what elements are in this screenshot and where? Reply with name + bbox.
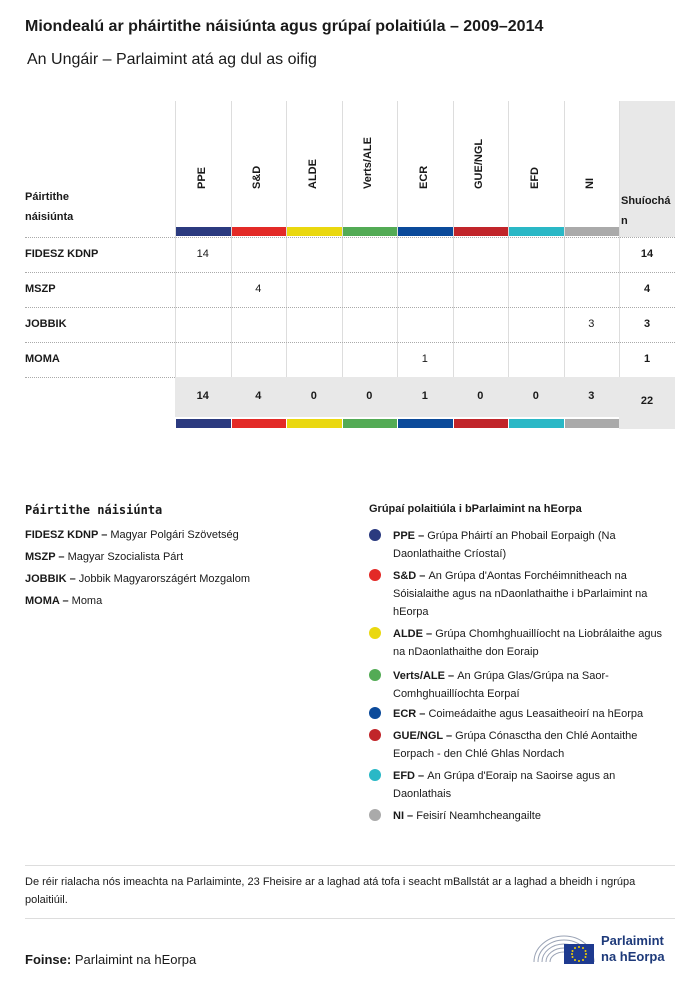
group-legend-title: Grúpaí polaitiúla i bParlaimint na hEorpa <box>369 503 582 515</box>
column-divider <box>619 101 620 377</box>
group-legend-text <box>393 667 673 703</box>
group-full-name: Grúpa Chomhghuaillíocht na Liobrálaithe agus na nDaonlathaithe don Eoraip <box>393 628 663 658</box>
column-header-text: GUE/NGL <box>473 138 486 189</box>
row-separator <box>25 237 675 238</box>
column-header-label <box>251 109 265 189</box>
seat-count: 3 <box>588 318 595 330</box>
party-full-name: Moma <box>71 595 103 607</box>
party-full-name: Jobbik Magyarországért Mozgalom <box>78 573 250 585</box>
column-header-label <box>529 109 543 189</box>
source-label: Foinse: <box>25 952 72 967</box>
group-abbr: GUE/NGL – <box>393 730 456 742</box>
column-header <box>231 101 287 227</box>
group-full-name: Coimeádaithe agus Leasaitheoirí na hEorpa <box>428 708 644 720</box>
group-full-name: An Grúpa Glas/Grúpa na Saor-Comhghuaillíochta Eorpaí <box>393 670 609 700</box>
group-color-dot <box>369 707 381 719</box>
column-header-text: S&D <box>251 165 264 189</box>
party-abbr: MSZP – <box>25 551 68 563</box>
column-header-label <box>584 109 598 189</box>
group-legend-text <box>393 767 673 803</box>
group-color-bar <box>398 227 453 236</box>
group-abbr: ALDE – <box>393 628 436 640</box>
grand-total: 22 <box>640 395 654 407</box>
group-legend-text <box>393 807 673 825</box>
column-total: 0 <box>310 390 317 402</box>
group-color-bar <box>454 227 509 236</box>
group-color-bar <box>565 227 620 236</box>
column-header-label <box>362 109 376 189</box>
group-color-bar <box>287 227 342 236</box>
group-full-name: An Grúpa d'Aontas Forchéimnitheach na Sóisialaithe agus na nDaonlathaithe i bParlaimint na hEorpa <box>393 570 648 618</box>
row-total: 4 <box>643 283 651 295</box>
group-color-dot <box>369 809 381 821</box>
page-title: Miondealú ar pháirtithe náisiúnta agus grúpaí polaitiúla – 2009–2014 <box>25 18 544 35</box>
group-color-bar <box>232 227 287 236</box>
hemicycle-icon <box>530 928 600 968</box>
group-legend-text <box>393 567 673 621</box>
column-header-label <box>307 109 321 189</box>
column-header-label <box>418 109 432 189</box>
row-party-name: JOBBIK <box>25 318 67 330</box>
column-header-label <box>473 109 487 189</box>
party-legend-item <box>25 595 102 607</box>
column-header <box>175 101 231 227</box>
logo-wordmark: Parlaimint na hEorpa <box>601 933 665 964</box>
page-subtitle: An Ungáir – Parlaimint atá ag dul as oifig <box>27 51 317 68</box>
row-party-name: MOMA <box>25 353 60 365</box>
group-full-name: Grúpa Cónasctha den Chlé Aontaithe Eorpach - den Chlé Ghlas Nordach <box>393 730 638 760</box>
group-full-name: Feisirí Neamhcheangailte <box>416 810 541 822</box>
row-separator <box>25 342 675 343</box>
column-total: 0 <box>477 390 484 402</box>
column-header <box>342 101 398 227</box>
column-total: 14 <box>196 390 209 402</box>
group-color-bar <box>287 419 342 428</box>
group-color-bar <box>454 419 509 428</box>
seat-table <box>25 101 675 429</box>
group-color-dot <box>369 569 381 581</box>
column-header-text: NI <box>584 178 597 189</box>
parties-column-header: Páirtithe náisiúnta <box>25 191 74 223</box>
source-value: Parlaimint na hEorpa <box>74 952 197 967</box>
source-line <box>25 952 196 967</box>
group-legend-text <box>393 527 673 563</box>
row-separator <box>25 272 675 273</box>
column-header-text: EFD <box>528 167 541 189</box>
group-color-bar <box>565 419 620 428</box>
row-total: 1 <box>643 353 651 365</box>
seat-count: 4 <box>255 283 262 295</box>
group-abbr: PPE – <box>393 530 428 542</box>
group-color-bar <box>232 419 287 428</box>
footnote: De réir rialacha nós imeachta na Parlaiminte, 23 Fheisire ar a laghad atá tofa i seacht mBallstát ar a laghad a bheidh i ngrúpa polaitiúil. <box>25 876 636 906</box>
column-header-label <box>196 109 210 189</box>
row-total: 3 <box>643 318 651 330</box>
group-legend-text <box>393 705 673 723</box>
group-abbr: S&D – <box>393 570 429 582</box>
column-header <box>397 101 453 227</box>
party-abbr: MOMA – <box>25 595 72 607</box>
row-separator <box>25 307 675 308</box>
seats-column-header: Shuíochá n <box>621 195 671 227</box>
group-legend-text <box>393 727 673 763</box>
column-total: 1 <box>421 390 428 402</box>
column-total: 0 <box>366 390 373 402</box>
row-total: 14 <box>640 248 654 260</box>
party-legend-item <box>25 573 250 585</box>
group-color-bar <box>509 419 564 428</box>
group-abbr: Verts/ALE – <box>393 670 458 682</box>
group-abbr: EFD – <box>393 770 428 782</box>
column-header <box>453 101 509 227</box>
column-header <box>286 101 342 227</box>
column-header-text: ALDE <box>306 159 319 189</box>
group-color-bar <box>176 227 231 236</box>
seat-count: 1 <box>421 353 428 365</box>
column-total: 4 <box>255 390 262 402</box>
divider <box>25 918 675 919</box>
group-abbr: NI – <box>393 810 417 822</box>
party-abbr: FIDESZ KDNP – <box>25 529 111 541</box>
column-header-text: PPE <box>195 166 208 189</box>
party-full-name: Magyar Szocialista Párt <box>67 551 184 563</box>
divider <box>25 865 675 866</box>
column-total: 3 <box>588 390 595 402</box>
party-full-name: Magyar Polgári Szövetség <box>110 529 239 541</box>
column-total: 0 <box>532 390 539 402</box>
group-color-dot <box>369 769 381 781</box>
column-header-text: Verts/ALE <box>362 137 375 189</box>
group-color-bar <box>343 419 398 428</box>
group-color-bar <box>176 419 231 428</box>
party-legend-title: Páirtithe náisiúnta <box>25 503 163 517</box>
party-legend-item <box>25 529 239 541</box>
group-color-bar <box>398 419 453 428</box>
group-legend-text <box>393 625 673 661</box>
column-header <box>564 101 620 227</box>
row-party-name: FIDESZ KDNP <box>25 248 99 260</box>
row-party-name: MSZP <box>25 283 56 295</box>
group-full-name: An Grúpa d'Eoraip na Saoirse agus an Daonlathais <box>393 770 616 800</box>
party-abbr: JOBBIK – <box>25 573 79 585</box>
seat-count: 14 <box>196 248 209 260</box>
group-full-name: Grúpa Pháirtí an Phobail Eorpaigh (Na Daonlathaithe Críostaí) <box>393 530 616 560</box>
ep-logo <box>530 928 680 968</box>
party-legend-item <box>25 551 183 563</box>
group-color-dot <box>369 529 381 541</box>
group-color-bar <box>509 227 564 236</box>
group-color-bar <box>343 227 398 236</box>
group-color-dot <box>369 627 381 639</box>
group-abbr: ECR – <box>393 708 429 720</box>
column-header <box>508 101 564 227</box>
group-color-dot <box>369 669 381 681</box>
column-header-text: ECR <box>417 165 430 189</box>
group-color-dot <box>369 729 381 741</box>
